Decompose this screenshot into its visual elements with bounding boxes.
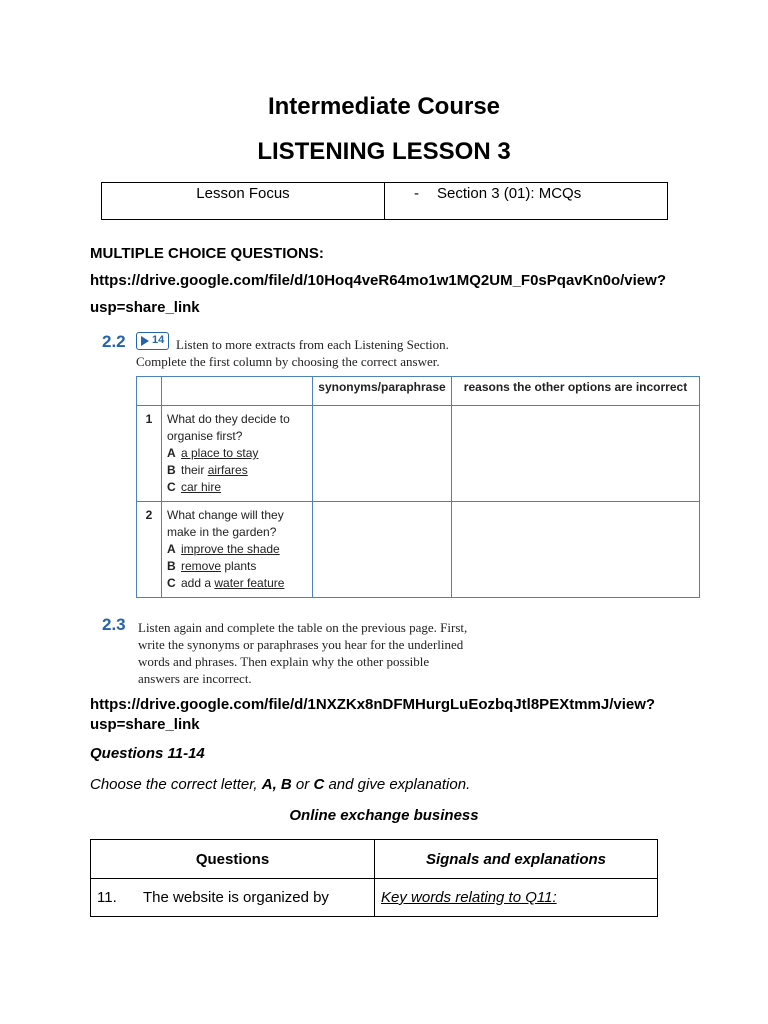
track-number: 14	[152, 334, 165, 346]
question-text: The website is organized by	[143, 889, 329, 906]
mcq-heading: MULTIPLE CHOICE QUESTIONS:	[90, 245, 324, 262]
exercise-number-2-2: 2.2	[102, 332, 126, 351]
table-header-synonyms: synonyms/paraphrase	[313, 377, 452, 406]
option-c: C car hire	[167, 480, 222, 494]
question-text: What do they decide to	[167, 412, 290, 426]
lesson-focus-label: Lesson Focus	[102, 183, 385, 220]
lesson-title: LISTENING LESSON 3	[257, 138, 511, 165]
row-number: 1	[137, 406, 162, 502]
table-row	[137, 406, 700, 502]
reasons-cell	[452, 502, 700, 598]
reasons-cell	[452, 406, 700, 502]
option-b: B remove plants	[167, 559, 257, 573]
exercise-2-3-line3: words and phrases. Then explain why the other possible	[138, 654, 430, 669]
question-cell	[91, 879, 375, 917]
exercise-table	[136, 376, 700, 596]
option-b: B their airfares	[167, 463, 248, 477]
exercise-number-2-3: 2.3	[102, 615, 126, 634]
questions-table	[90, 839, 658, 917]
lesson-focus-table	[101, 182, 668, 220]
exercise-2-2-line1: Listen to more extracts from each Listening Section.	[176, 337, 449, 352]
drive-link-2[interactable]: https://drive.google.com/file/d/1NXZKx8nDFMHurgLuEozbqJtl8PEXtmmJ/view?	[90, 696, 656, 713]
drive-link-2-cont[interactable]: usp=share_link	[90, 716, 200, 733]
question-number: 11.	[97, 889, 117, 906]
course-title: Intermediate Course	[267, 93, 501, 120]
drive-link-1[interactable]: https://drive.google.com/file/d/10Hoq4veR64mo1w1MQ2UM_F0sPqavKn0o/view?	[90, 272, 666, 289]
header-questions: Questions	[91, 840, 375, 879]
exercise-2-3-line1: Listen again and complete the table on the previous page. First,	[138, 620, 468, 635]
option-a: A a place to stay	[167, 446, 259, 460]
instructions: Choose the correct letter, A, B or C and give explanation.	[90, 776, 471, 793]
table-row	[137, 502, 700, 598]
option-a: A improve the shade	[167, 542, 280, 556]
table-row	[91, 879, 658, 917]
table-header-cell	[162, 377, 313, 406]
exercise-2-3-line2: write the synonyms or paraphrases you hear for the underlined	[138, 637, 464, 652]
question-cell	[162, 406, 313, 502]
keywords-label: Key words relating to Q11:	[381, 889, 557, 906]
exercise-2-2-line2: Complete the first column by choosing the correct answer.	[136, 354, 440, 369]
audio-track-badge	[136, 332, 169, 350]
row-number: 2	[137, 502, 162, 598]
signal-cell	[375, 879, 658, 917]
exercise-2-3-line4: answers are incorrect.	[138, 671, 252, 686]
option-c: C add a water feature	[167, 576, 285, 590]
synonyms-cell	[313, 406, 452, 502]
lesson-focus-value: Section 3 (01): MCQs	[437, 185, 582, 202]
textbook-scan	[100, 330, 700, 690]
play-icon	[141, 336, 149, 346]
question-text: make in the garden?	[167, 525, 277, 539]
questions-heading: Questions 11-14	[90, 745, 205, 762]
bullet-dash: -	[414, 185, 419, 202]
table-header-cell	[137, 377, 162, 406]
lesson-focus-value-cell	[385, 183, 668, 220]
table-header-reasons: reasons the other options are incorrect	[452, 377, 700, 406]
drive-link-1-cont[interactable]: usp=share_link	[90, 299, 200, 316]
question-text: organise first?	[167, 429, 243, 443]
synonyms-cell	[313, 502, 452, 598]
section-subtitle: Online exchange business	[289, 807, 479, 824]
question-cell	[162, 502, 313, 598]
question-text: What change will they	[167, 508, 284, 522]
header-signals: Signals and explanations	[375, 840, 658, 879]
